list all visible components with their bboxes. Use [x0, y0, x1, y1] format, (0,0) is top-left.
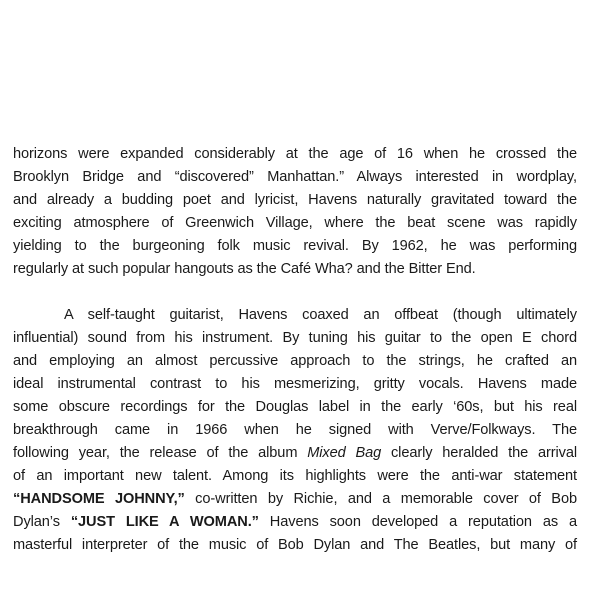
text-segment: A self-taught guitarist, Havens coaxed an offbeat (though ultimately: [64, 307, 577, 323]
text-line: [13, 442, 577, 465]
text-line: [13, 511, 577, 534]
text-line: yielding to the burgeoning folk music revival. By 1962, he was performing: [13, 238, 577, 254]
album-title: Mixed Bag: [307, 445, 382, 461]
text-line: influential) sound from his instrument. By tuning his guitar to the open E chord: [13, 330, 577, 346]
text-line: and already a budding poet and lyricist, Havens naturally gravitated toward the: [13, 192, 577, 208]
text-line: regularly at such popular hangouts as the Café Wha? and the Bitter End.: [13, 261, 476, 277]
text-segment: following year, the release of the album: [13, 445, 308, 461]
song-title: “HANDSOME JOHNNY,”: [13, 491, 185, 507]
text-line: Brooklyn Bridge and “discovered” Manhattan.” Always interested in wordplay,: [13, 169, 577, 185]
text-line: some obscure recordings for the Douglas label in the early ‘60s, but his real: [13, 399, 577, 415]
text-line: [13, 488, 577, 511]
text-line: exciting atmosphere of Greenwich Village, where the beat scene was rapidly: [13, 215, 577, 231]
paragraph-guitar-career: [13, 304, 577, 557]
text-segment: co-written by Richie, and a memorable cover of Bob: [184, 491, 577, 507]
text-line: and employing an almost percussive approach to the strings, he crafted an: [13, 353, 577, 369]
text-line-indented: [13, 304, 577, 327]
text-segment: clearly heralded the arrival: [381, 445, 577, 461]
text-segment: Havens soon developed a reputation as a: [258, 514, 578, 530]
text-line: masterful interpreter of the music of Bob Dylan and The Beatles, but many of: [13, 537, 577, 553]
text-line: breakthrough came in 1966 when he signed with Verve/Folkways. The: [13, 422, 577, 438]
text-line: horizons were expanded considerably at the age of 16 when he crossed the: [13, 146, 577, 162]
paragraph-early-life: [13, 143, 577, 281]
song-title: “JUST LIKE A WOMAN.”: [70, 514, 259, 530]
text-segment: Dylan’s: [13, 514, 71, 530]
text-line: ideal instrumental contrast to his mesmerizing, gritty vocals. Havens made: [13, 376, 577, 392]
text-line: of an important new talent. Among its highlights were the anti-war statement: [13, 468, 577, 484]
